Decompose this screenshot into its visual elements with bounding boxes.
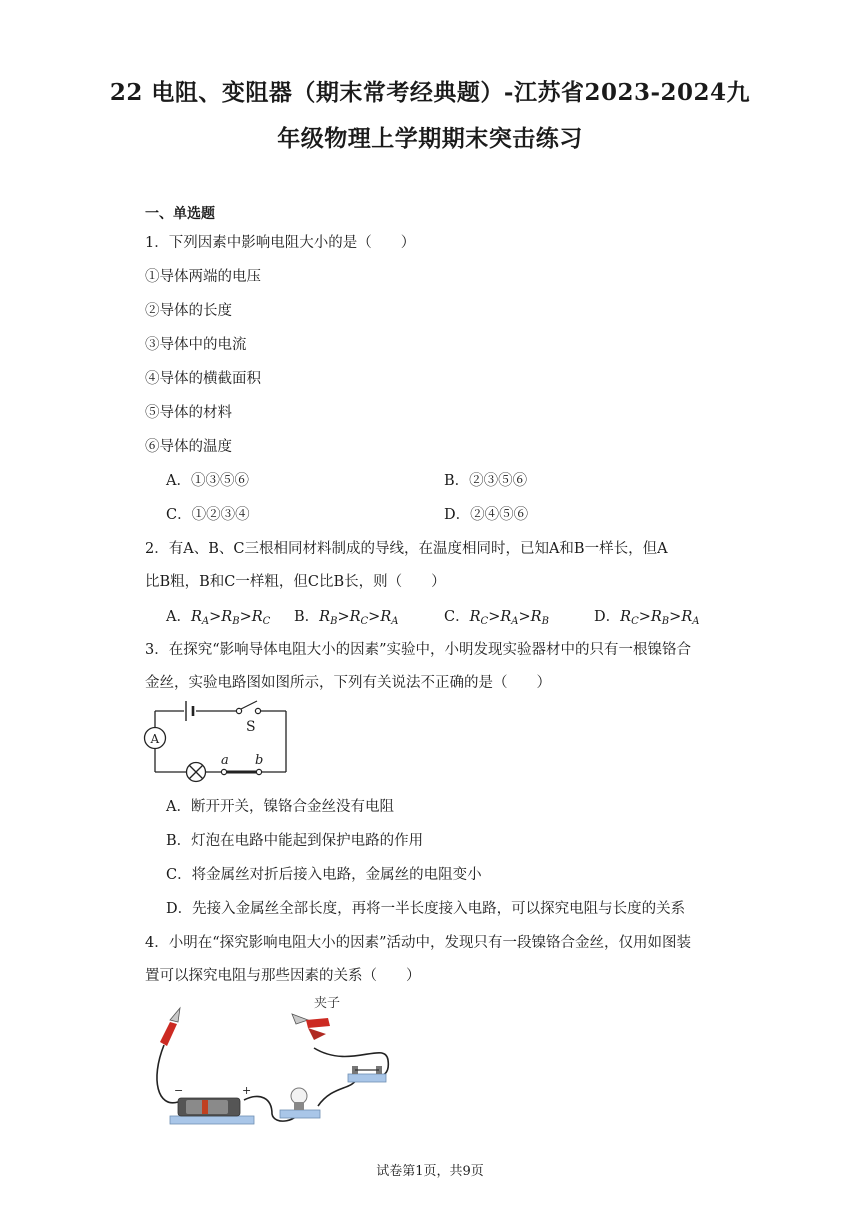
wire-board-icon: [348, 1066, 386, 1082]
q1-stem: 1．下列因素中影响电阻大小的是（ ）: [145, 235, 416, 251]
circuit-diagram: [140, 697, 300, 785]
left-clip-icon: [160, 1008, 180, 1046]
q1-item-6: ⑥导体的温度: [145, 439, 232, 455]
svg-text:−: −: [174, 1084, 184, 1097]
battery-holder-icon: [170, 1084, 254, 1124]
q2-option-a[interactable]: A．$R_A>R_B>R_C$: [166, 609, 271, 627]
apparatus-illustration: [150, 990, 400, 1142]
title-line-1: 22 电阻、变阻器（期末常考经典题）-江苏省2023-2024九: [109, 79, 751, 106]
q1-item-4: ④导体的横截面积: [145, 371, 261, 387]
right-clip-icon: [292, 1014, 330, 1040]
q3-option-b[interactable]: B．灯泡在电路中能起到保护电路的作用: [166, 833, 424, 849]
q3-stem-line-1: 3．在探究“影响导体电阻大小的因素”实验中，小明发现实验器材中的只有一根镍铬合: [145, 642, 692, 658]
q2-option-c[interactable]: C．$R_C>R_A>R_B$: [444, 609, 549, 627]
svg-text:+: +: [242, 1084, 252, 1097]
q2-option-d[interactable]: D．$R_C>R_B>R_A$: [594, 609, 700, 627]
page-footer: 试卷第1页，共9页: [376, 1164, 484, 1179]
q3-option-d[interactable]: D．先接入金属丝全部长度，再将一半长度接入电路，可以探究电阻与长度的关系: [166, 901, 686, 917]
q1-option-b[interactable]: B．②③⑤⑥: [444, 473, 528, 489]
q2-option-b[interactable]: B．$R_B>R_C>R_A$: [294, 609, 399, 627]
point-b-label: b: [255, 753, 264, 768]
point-a-label: a: [221, 753, 229, 768]
bulb-holder-icon: [280, 1088, 320, 1118]
q1-item-2: ②导体的长度: [145, 303, 232, 319]
q4-stem-line-1: 4．小明在“探究影响电阻大小的因素”活动中，发现只有一段镍铬合金丝，仅用如图装: [145, 935, 692, 951]
q3-option-a[interactable]: A．断开开关，镍铬合金丝没有电阻: [166, 799, 394, 815]
section-heading: 一、单选题: [145, 206, 215, 222]
nichrome-wire-ab: [221, 769, 261, 774]
q1-item-1: ①导体两端的电压: [145, 269, 261, 285]
ammeter-symbol: [145, 728, 166, 749]
title-line-2: 年级物理上学期期末突击练习: [277, 125, 583, 152]
q1-option-a[interactable]: A．①③⑤⑥: [166, 473, 249, 489]
q3-option-c[interactable]: C．将金属丝对折后接入电路，金属丝的电阻变小: [166, 867, 482, 883]
lamp-symbol: [187, 763, 206, 782]
q2-stem-line-2: 比B粗，B和C一样粗，但C比B长，则（ ）: [145, 574, 446, 590]
q1-item-3: ③导体中的电流: [145, 337, 247, 353]
clip-label: 夹子: [314, 996, 341, 1011]
switch-symbol: [236, 701, 260, 714]
q1-option-c[interactable]: C．①②③④: [166, 507, 250, 523]
switch-label: S: [246, 719, 256, 735]
q1-item-5: ⑤导体的材料: [145, 405, 232, 421]
q2-stem-line-1: 2．有A、B、C三根相同材料制成的导线，在温度相同时，已知A和B一样长，但A: [145, 541, 668, 557]
q3-stem-line-2: 金丝，实验电路图如图所示，下列有关说法不正确的是（ ）: [145, 675, 551, 691]
q4-stem-line-2: 置可以探究电阻与那些因素的关系（ ）: [145, 968, 421, 984]
svg-text:A: A: [150, 732, 160, 746]
battery-symbol: [186, 701, 193, 721]
q1-option-d[interactable]: D．②④⑤⑥: [444, 507, 529, 523]
